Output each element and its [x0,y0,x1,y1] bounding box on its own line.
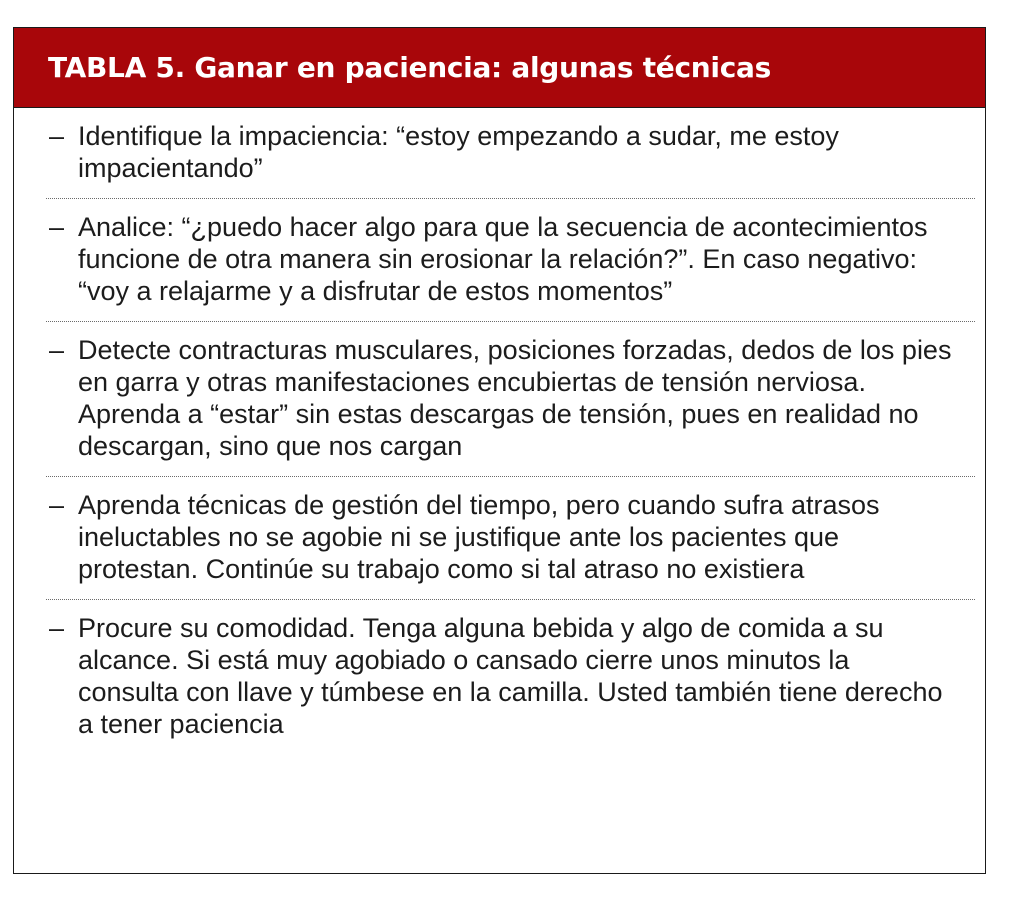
item-text: Aprenda técnicas de gestión del tiempo, pero cuando sufra atrasos ineluctables no se agobie ni se justifique ante los pacientes que protestan. Continúe su trabajo como si tal atraso no existiera [78,490,880,584]
item-text: Identifique la impaciencia: “estoy empezando a sudar, me estoy impacientando” [78,121,839,183]
table-title: TABLA 5. Ganar en paciencia: algunas técnicas [48,51,771,84]
table-header [14,28,985,108]
dash-bullet: – [49,335,65,365]
list-item [46,322,975,477]
dash-bullet: – [49,490,65,520]
item-text: Analice: “¿puedo hacer algo para que la secuencia de acontecimientos funcione de otra manera sin erosionar la relación?”. En caso negativo: “voy a relajarme y a disfrutar de estos momentos” [78,212,928,306]
dash-bullet: – [49,121,65,151]
list-item [46,477,975,600]
technique-list [14,108,985,754]
dash-bullet: – [49,212,65,242]
dash-bullet: – [49,613,65,643]
list-item [46,600,975,754]
list-item [46,108,975,199]
list-item [46,199,975,322]
item-text: Procure su comodidad. Tenga alguna bebida y algo de comida a su alcance. Si está muy agobiado o cansado cierre unos minutos la consulta con llave y túmbese en la camilla. Usted también tiene derecho a tener paciencia [78,613,943,739]
item-text: Detecte contracturas musculares, posiciones forzadas, dedos de los pies en garra y otras manifestaciones encubiertas de tensión nerviosa. Aprenda a “estar” sin estas descargas de tensión, pues en realidad no descargan, sino que nos cargan [78,335,952,461]
technique-table [13,27,986,874]
